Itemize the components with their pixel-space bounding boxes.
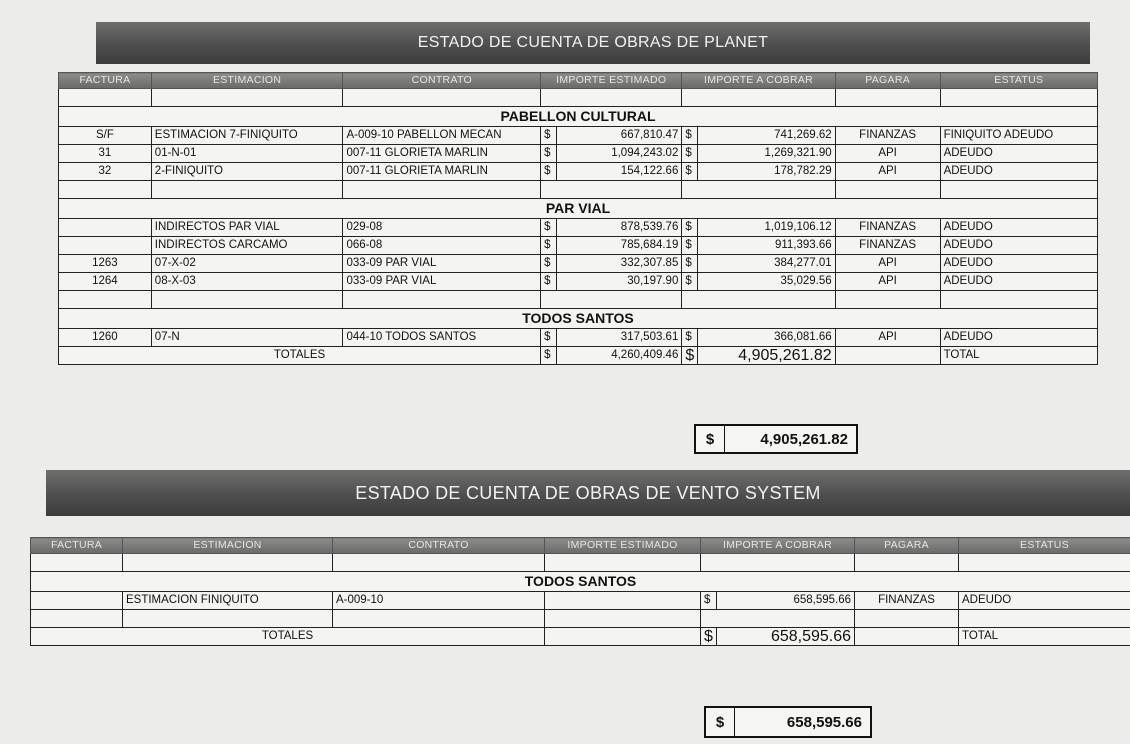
col-header-importe-cobrar: IMPORTE A COBRAR (682, 73, 835, 89)
col-header-pagara: PAGARA (835, 73, 940, 89)
col-header-contrato: CONTRATO (333, 538, 545, 554)
col-header-factura: FACTURA (59, 73, 152, 89)
col-header-estimacion: ESTIMACION (123, 538, 333, 554)
table-row: 31 01-N-01 007-11 GLORIETA MARLIN $ 1,094,243.02 $ 1,269,321.90 API ADEUDO (59, 145, 1098, 163)
col-header-importe-estimado: IMPORTE ESTIMADO (545, 538, 701, 554)
totals-row: TOTALES $ 4,260,409.46 $ 4,905,261.82 TOTAL (59, 347, 1098, 365)
total-cobrar: 4,905,261.82 (698, 347, 835, 365)
vento-header-row (31, 538, 1130, 554)
totals-label: TOTALES (31, 628, 545, 646)
blank-row (31, 610, 1130, 628)
col-header-factura: FACTURA (31, 538, 123, 554)
table-row: 1263 07-X-02 033-09 PAR VIAL $ 332,307.85 $ 384,277.01 API ADEUDO (59, 255, 1098, 273)
table-row: S/F ESTIMACION 7-FINIQUITO A-009-10 PABELLON MECAN $ 667,810.47 $ 741,269.62 FINANZAS FINIQUITO ADEUDO (59, 127, 1098, 145)
totals-label: TOTALES (59, 347, 541, 365)
planet-title-banner (96, 22, 1090, 64)
col-header-estimacion: ESTIMACION (151, 73, 343, 89)
planet-grand-total: $ 4,905,261.82 (694, 424, 858, 454)
col-header-pagara: PAGARA (855, 538, 959, 554)
totals-row: TOTALES $ 658,595.66 TOTAL (31, 628, 1130, 646)
planet-title: ESTADO DE CUENTA DE OBRAS DE PLANET (417, 34, 769, 51)
col-header-contrato: CONTRATO (343, 73, 541, 89)
col-header-importe-estimado: IMPORTE ESTIMADO (541, 73, 682, 89)
blank-row (59, 89, 1098, 107)
vento-title-banner (46, 470, 1130, 516)
col-header-estatus: ESTATUS (940, 73, 1097, 89)
total-cobrar: 658,595.66 (717, 628, 855, 646)
blank-row (59, 181, 1098, 199)
table-row: INDIRECTOS PAR VIAL 029-08 $ 878,539.76 $ 1,019,106.12 FINANZAS ADEUDO (59, 219, 1098, 237)
blank-row (59, 291, 1098, 309)
col-header-estatus: ESTATUS (959, 538, 1130, 554)
table-row: INDIRECTOS CARCAMO 066-08 $ 785,684.19 $ 911,393.66 FINANZAS ADEUDO (59, 237, 1098, 255)
section-header: TODOS SANTOS (31, 572, 1130, 592)
col-header-importe-cobrar: IMPORTE A COBRAR (701, 538, 855, 554)
table-row: 1260 07-N 044-10 TODOS SANTOS $ 317,503.61 $ 366,081.66 API ADEUDO (59, 329, 1098, 347)
section-header: TODOS SANTOS (59, 309, 1098, 329)
section-header: PABELLON CULTURAL (59, 107, 1098, 127)
vento-title: ESTADO DE CUENTA DE OBRAS DE VENTO SYSTEM (355, 482, 821, 503)
blank-row (31, 554, 1130, 572)
planet-header-row (59, 73, 1098, 89)
vento-grand-total: $ 658,595.66 (704, 706, 872, 738)
table-row: 32 2-FINIQUITO 007-11 GLORIETA MARLIN $ 154,122.66 $ 178,782.29 API ADEUDO (59, 163, 1098, 181)
vento-table (30, 537, 1130, 646)
total-estimado: 4,260,409.46 (557, 347, 682, 365)
section-header: PAR VIAL (59, 199, 1098, 219)
planet-table (58, 72, 1098, 365)
table-row: 1264 08-X-03 033-09 PAR VIAL $ 30,197.90 $ 35,029.56 API ADEUDO (59, 273, 1098, 291)
table-row: ESTIMACION FINIQUITO A-009-10 $ 658,595.66 FINANZAS ADEUDO (31, 592, 1130, 610)
